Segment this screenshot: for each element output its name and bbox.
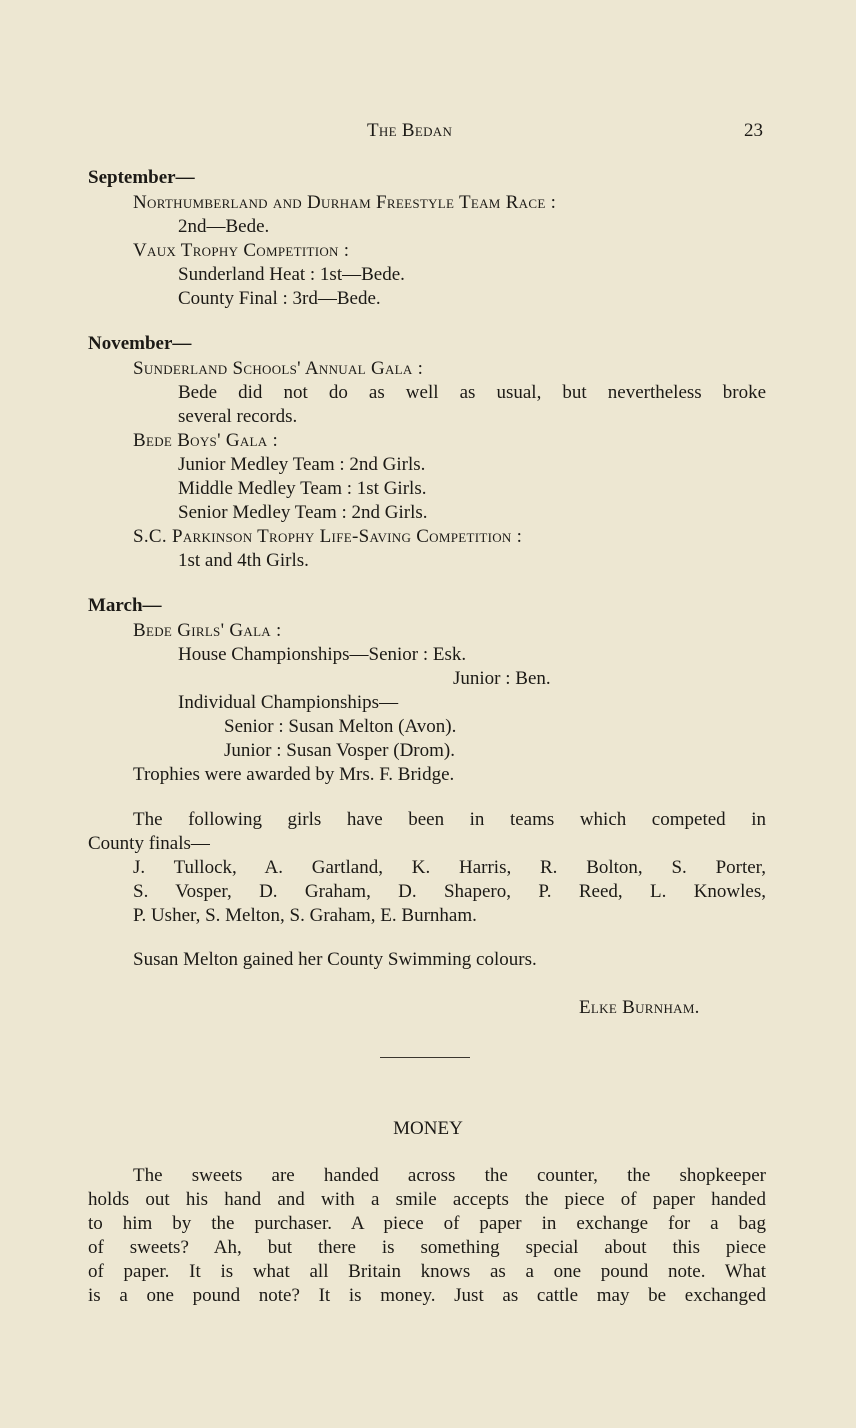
junior-medley-result: Junior Medley Team : 2nd Girls. — [178, 454, 426, 475]
county-names-line1: J. Tullock, A. Gartland, K. Harris, R. Bolton, S. Porter, — [133, 857, 766, 878]
individual-junior: Junior : Susan Vosper (Drom). — [224, 740, 455, 761]
senior-medley-result: Senior Medley Team : 2nd Girls. — [178, 502, 428, 523]
schools-gala-text-line2: several records. — [178, 406, 298, 427]
individual-championships-heading: Individual Championships— — [178, 692, 399, 713]
county-intro-line2: County finals— — [88, 833, 210, 854]
vaux-sunderland-heat: Sunderland Heat : 1st—Bede. — [178, 264, 405, 285]
money-paragraph-line2: holds out his hand and with a smile accepts the piece of paper handed — [88, 1189, 766, 1210]
house-championships-senior: House Championships—Senior : Esk. — [178, 644, 467, 665]
page-number: 23 — [744, 120, 763, 141]
money-paragraph-line6: is a one pound note? It is money. Just as cattle may be exchanged — [88, 1285, 766, 1306]
girls-gala-title: Bede Girls' Gala : — [133, 620, 282, 641]
vaux-trophy-title: Vaux Trophy Competition : — [133, 240, 350, 261]
section-divider — [380, 1057, 470, 1058]
parkinson-trophy-title: S.C. Parkinson Trophy Life-Saving Competition : — [133, 526, 523, 547]
freestyle-race-title: Northumberland and Durham Freestyle Team Race : — [133, 192, 557, 213]
march-heading: March— — [88, 595, 162, 616]
author-signature: Elke Burnham. — [579, 997, 700, 1018]
money-paragraph-line3: to him by the purchaser. A piece of paper in exchange for a bag — [88, 1213, 766, 1234]
county-names-line2: S. Vosper, D. Graham, D. Shapero, P. Reed, L. Knowles, — [133, 881, 766, 902]
trophies-awarded: Trophies were awarded by Mrs. F. Bridge. — [133, 764, 455, 785]
boys-gala-title: Bede Boys' Gala : — [133, 430, 279, 451]
middle-medley-result: Middle Medley Team : 1st Girls. — [178, 478, 427, 499]
money-paragraph-line4: of sweets? Ah, but there is something special about this piece — [88, 1237, 766, 1258]
county-names-line3: P. Usher, S. Melton, S. Graham, E. Burnham. — [133, 905, 477, 926]
schools-gala-text-line1: Bede did not do as well as usual, but nevertheless broke — [178, 382, 766, 403]
county-intro-line1: The following girls have been in teams which competed in — [133, 809, 766, 830]
money-paragraph-line1: The sweets are handed across the counter, the shopkeeper — [133, 1165, 766, 1186]
money-paragraph-line5: of paper. It is what all Britain knows as a one pound note. What — [88, 1261, 766, 1282]
house-championships-junior: Junior : Ben. — [453, 668, 551, 689]
running-title: The Bedan — [367, 120, 453, 141]
freestyle-race-result: 2nd—Bede. — [178, 216, 270, 237]
vaux-county-final: County Final : 3rd—Bede. — [178, 288, 381, 309]
parkinson-trophy-result: 1st and 4th Girls. — [178, 550, 309, 571]
schools-gala-title: Sunderland Schools' Annual Gala : — [133, 358, 424, 379]
september-heading: September— — [88, 167, 195, 188]
money-heading: MONEY — [393, 1118, 463, 1139]
county-colours: Susan Melton gained her County Swimming colours. — [133, 949, 537, 970]
individual-senior: Senior : Susan Melton (Avon). — [224, 716, 457, 737]
november-heading: November— — [88, 333, 192, 354]
